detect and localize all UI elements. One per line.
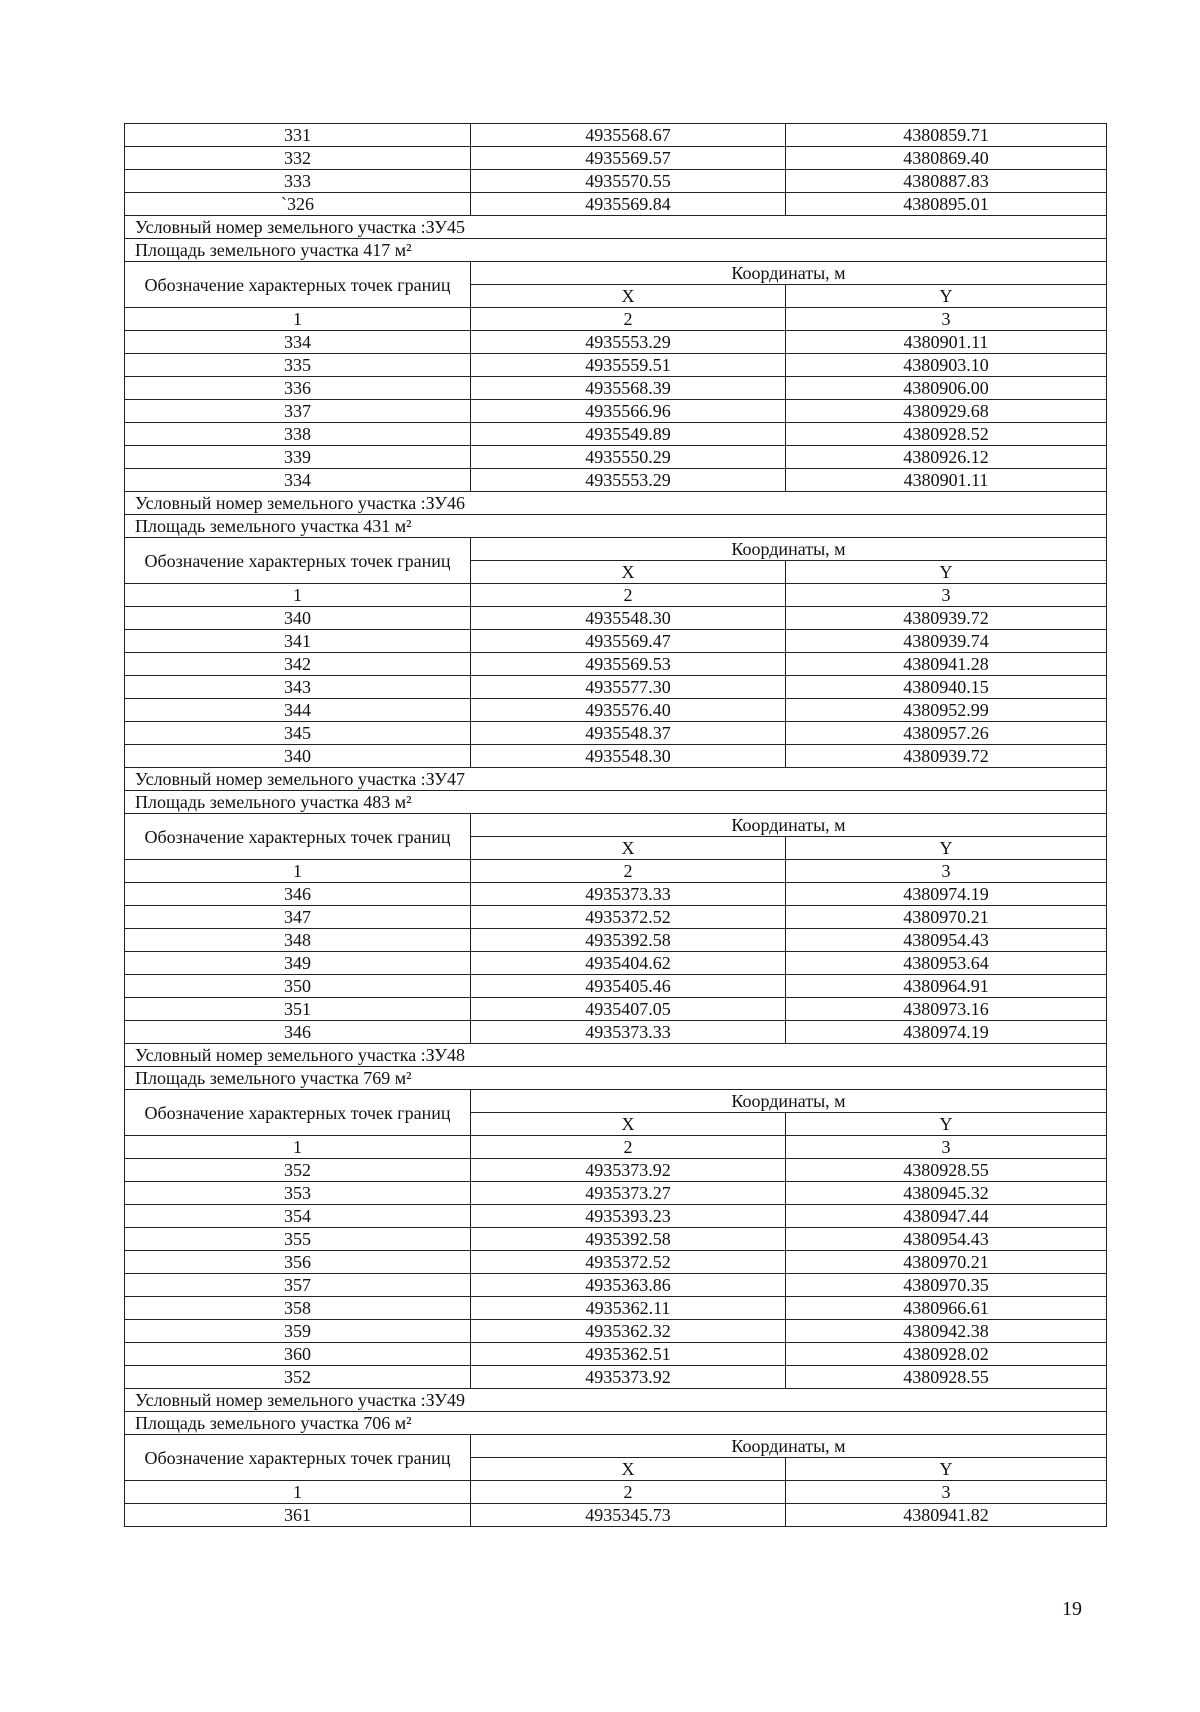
column-index-2: 2	[471, 1481, 786, 1504]
plot-area-row	[125, 515, 1107, 538]
point-designation-header: Обозначение характерных точек границ	[125, 1090, 471, 1136]
point-id-cell: 334	[125, 331, 471, 354]
y-coordinate-cell: 4380928.52	[786, 423, 1107, 446]
point-id-cell: 358	[125, 1297, 471, 1320]
y-coordinate-cell: 4380970.35	[786, 1274, 1107, 1297]
point-id-cell: 352	[125, 1366, 471, 1389]
plot-area-row	[125, 239, 1107, 262]
x-coordinate-cell: 4935548.37	[471, 722, 786, 745]
y-coordinate-cell: 4380974.19	[786, 883, 1107, 906]
point-id-cell: 336	[125, 377, 471, 400]
table-row	[125, 1251, 1107, 1274]
x-coordinate-cell: 4935553.29	[471, 469, 786, 492]
plot-area-label: Площадь земельного участка 483 м²	[125, 791, 1107, 814]
x-coordinate-cell: 4935372.52	[471, 1251, 786, 1274]
x-coordinate-cell: 4935362.51	[471, 1343, 786, 1366]
x-coordinate-cell: 4935570.55	[471, 170, 786, 193]
point-id-cell: 332	[125, 147, 471, 170]
x-coordinate-cell: 4935373.92	[471, 1159, 786, 1182]
x-coordinate-cell: 4935362.11	[471, 1297, 786, 1320]
table-row	[125, 929, 1107, 952]
index-row	[125, 1136, 1107, 1159]
table-row	[125, 906, 1107, 929]
y-coordinate-cell: 4380939.72	[786, 745, 1107, 768]
column-index-2: 2	[471, 860, 786, 883]
x-coordinate-cell: 4935559.51	[471, 354, 786, 377]
plot-area-row	[125, 791, 1107, 814]
x-coordinate-cell: 4935405.46	[471, 975, 786, 998]
column-index-3: 3	[786, 1136, 1107, 1159]
x-coordinate-cell: 4935569.84	[471, 193, 786, 216]
y-coordinate-cell: 4380942.38	[786, 1320, 1107, 1343]
column-index-2: 2	[471, 1136, 786, 1159]
table-row	[125, 699, 1107, 722]
plot-area-label: Площадь земельного участка 769 м²	[125, 1067, 1107, 1090]
y-coordinate-cell: 4380901.11	[786, 331, 1107, 354]
point-id-cell: 340	[125, 607, 471, 630]
table-row	[125, 1297, 1107, 1320]
x-header: X	[471, 285, 786, 308]
y-coordinate-cell: 4380903.10	[786, 354, 1107, 377]
x-coordinate-cell: 4935392.58	[471, 1228, 786, 1251]
x-header: X	[471, 1458, 786, 1481]
x-coordinate-cell: 4935549.89	[471, 423, 786, 446]
table-row	[125, 1228, 1107, 1251]
point-id-cell: 360	[125, 1343, 471, 1366]
table-row	[125, 630, 1107, 653]
table-row	[125, 354, 1107, 377]
table-row	[125, 676, 1107, 699]
x-coordinate-cell: 4935550.29	[471, 446, 786, 469]
table-row	[125, 124, 1107, 147]
table-row	[125, 1320, 1107, 1343]
plot-number-label: Условный номер земельного участка :ЗУ49	[125, 1389, 1107, 1412]
y-coordinate-cell: 4380940.15	[786, 676, 1107, 699]
y-coordinate-cell: 4380906.00	[786, 377, 1107, 400]
column-index-3: 3	[786, 584, 1107, 607]
x-coordinate-cell: 4935404.62	[471, 952, 786, 975]
plot-number-row	[125, 768, 1107, 791]
point-id-cell: 349	[125, 952, 471, 975]
y-coordinate-cell: 4380954.43	[786, 1228, 1107, 1251]
x-header: X	[471, 561, 786, 584]
table-row	[125, 883, 1107, 906]
x-coordinate-cell: 4935566.96	[471, 400, 786, 423]
table-row	[125, 653, 1107, 676]
table-row	[125, 1274, 1107, 1297]
y-coordinate-cell: 4380945.32	[786, 1182, 1107, 1205]
column-index-1: 1	[125, 584, 471, 607]
x-coordinate-cell: 4935568.39	[471, 377, 786, 400]
table-row	[125, 1182, 1107, 1205]
point-id-cell: 333	[125, 170, 471, 193]
coordinates-header: Координаты, м	[471, 1435, 1107, 1458]
y-coordinate-cell: 4380952.99	[786, 699, 1107, 722]
coordinates-header: Координаты, м	[471, 1090, 1107, 1113]
y-coordinate-cell: 4380953.64	[786, 952, 1107, 975]
x-coordinate-cell: 4935373.33	[471, 1021, 786, 1044]
x-coordinate-cell: 4935373.27	[471, 1182, 786, 1205]
point-id-cell: 341	[125, 630, 471, 653]
coordinates-header: Координаты, м	[471, 814, 1107, 837]
column-index-1: 1	[125, 860, 471, 883]
y-coordinate-cell: 4380973.16	[786, 998, 1107, 1021]
point-id-cell: 338	[125, 423, 471, 446]
x-coordinate-cell: 4935393.23	[471, 1205, 786, 1228]
point-id-cell: 346	[125, 1021, 471, 1044]
point-id-cell: 353	[125, 1182, 471, 1205]
y-coordinate-cell: 4380970.21	[786, 1251, 1107, 1274]
table-row	[125, 469, 1107, 492]
x-coordinate-cell: 4935363.86	[471, 1274, 786, 1297]
header-row	[125, 262, 1107, 285]
point-id-cell: `326	[125, 193, 471, 216]
point-id-cell: 361	[125, 1504, 471, 1527]
column-index-1: 1	[125, 308, 471, 331]
point-designation-header: Обозначение характерных точек границ	[125, 538, 471, 584]
table-row	[125, 423, 1107, 446]
point-id-cell: 339	[125, 446, 471, 469]
point-id-cell: 340	[125, 745, 471, 768]
y-coordinate-cell: 4380947.44	[786, 1205, 1107, 1228]
table-row	[125, 193, 1107, 216]
plot-number-label: Условный номер земельного участка :ЗУ46	[125, 492, 1107, 515]
x-coordinate-cell: 4935569.47	[471, 630, 786, 653]
y-coordinate-cell: 4380970.21	[786, 906, 1107, 929]
plot-number-label: Условный номер земельного участка :ЗУ48	[125, 1044, 1107, 1067]
y-header: Y	[786, 1113, 1107, 1136]
index-row	[125, 584, 1107, 607]
x-coordinate-cell: 4935569.57	[471, 147, 786, 170]
y-header: Y	[786, 561, 1107, 584]
table-row	[125, 170, 1107, 193]
table-row	[125, 1343, 1107, 1366]
table-row	[125, 722, 1107, 745]
column-index-3: 3	[786, 308, 1107, 331]
y-coordinate-cell: 4380929.68	[786, 400, 1107, 423]
table-row	[125, 1021, 1107, 1044]
point-id-cell: 346	[125, 883, 471, 906]
x-coordinate-cell: 4935392.58	[471, 929, 786, 952]
y-coordinate-cell: 4380901.11	[786, 469, 1107, 492]
plot-number-row	[125, 1044, 1107, 1067]
table-row	[125, 998, 1107, 1021]
point-id-cell: 335	[125, 354, 471, 377]
x-coordinate-cell: 4935372.52	[471, 906, 786, 929]
plot-area-row	[125, 1067, 1107, 1090]
index-row	[125, 860, 1107, 883]
x-coordinate-cell: 4935362.32	[471, 1320, 786, 1343]
column-index-1: 1	[125, 1481, 471, 1504]
header-row	[125, 538, 1107, 561]
x-coordinate-cell: 4935576.40	[471, 699, 786, 722]
x-coordinate-cell: 4935568.67	[471, 124, 786, 147]
y-coordinate-cell: 4380974.19	[786, 1021, 1107, 1044]
point-id-cell: 356	[125, 1251, 471, 1274]
table-row	[125, 952, 1107, 975]
plot-number-label: Условный номер земельного участка :ЗУ47	[125, 768, 1107, 791]
y-coordinate-cell: 4380869.40	[786, 147, 1107, 170]
plot-area-label: Площадь земельного участка 706 м²	[125, 1412, 1107, 1435]
y-coordinate-cell: 4380928.02	[786, 1343, 1107, 1366]
column-index-2: 2	[471, 308, 786, 331]
header-row	[125, 1090, 1107, 1113]
point-designation-header: Обозначение характерных точек границ	[125, 1435, 471, 1481]
y-coordinate-cell: 4380957.26	[786, 722, 1107, 745]
plot-number-row	[125, 216, 1107, 239]
plot-area-label: Площадь земельного участка 417 м²	[125, 239, 1107, 262]
point-id-cell: 344	[125, 699, 471, 722]
table-row	[125, 745, 1107, 768]
table-row	[125, 1205, 1107, 1228]
point-id-cell: 348	[125, 929, 471, 952]
x-coordinate-cell: 4935373.92	[471, 1366, 786, 1389]
x-coordinate-cell: 4935569.53	[471, 653, 786, 676]
point-designation-header: Обозначение характерных точек границ	[125, 814, 471, 860]
table-row	[125, 1504, 1107, 1527]
y-coordinate-cell: 4380928.55	[786, 1366, 1107, 1389]
point-designation-header: Обозначение характерных точек границ	[125, 262, 471, 308]
y-header: Y	[786, 1458, 1107, 1481]
index-row	[125, 1481, 1107, 1504]
point-id-cell: 343	[125, 676, 471, 699]
x-coordinate-cell: 4935553.29	[471, 331, 786, 354]
point-id-cell: 354	[125, 1205, 471, 1228]
table-row	[125, 975, 1107, 998]
table-row	[125, 331, 1107, 354]
header-row	[125, 814, 1107, 837]
point-id-cell: 355	[125, 1228, 471, 1251]
y-coordinate-cell: 4380966.61	[786, 1297, 1107, 1320]
header-row	[125, 1435, 1107, 1458]
plot-area-row	[125, 1412, 1107, 1435]
y-coordinate-cell: 4380895.01	[786, 193, 1107, 216]
y-coordinate-cell: 4380964.91	[786, 975, 1107, 998]
x-coordinate-cell: 4935407.05	[471, 998, 786, 1021]
table-row	[125, 400, 1107, 423]
point-id-cell: 342	[125, 653, 471, 676]
point-id-cell: 347	[125, 906, 471, 929]
x-coordinate-cell: 4935548.30	[471, 607, 786, 630]
index-row	[125, 308, 1107, 331]
x-coordinate-cell: 4935373.33	[471, 883, 786, 906]
point-id-cell: 350	[125, 975, 471, 998]
table-row	[125, 1366, 1107, 1389]
table-row	[125, 147, 1107, 170]
x-header: X	[471, 1113, 786, 1136]
point-id-cell: 352	[125, 1159, 471, 1182]
point-id-cell: 359	[125, 1320, 471, 1343]
plot-number-row	[125, 492, 1107, 515]
table-row	[125, 377, 1107, 400]
table-row	[125, 1159, 1107, 1182]
point-id-cell: 351	[125, 998, 471, 1021]
y-coordinate-cell: 4380926.12	[786, 446, 1107, 469]
x-coordinate-cell: 4935577.30	[471, 676, 786, 699]
x-header: X	[471, 837, 786, 860]
column-index-3: 3	[786, 860, 1107, 883]
point-id-cell: 345	[125, 722, 471, 745]
coordinates-header: Координаты, м	[471, 262, 1107, 285]
y-coordinate-cell: 4380928.55	[786, 1159, 1107, 1182]
table-row	[125, 446, 1107, 469]
plot-number-row	[125, 1389, 1107, 1412]
x-coordinate-cell: 4935345.73	[471, 1504, 786, 1527]
coordinates-header: Координаты, м	[471, 538, 1107, 561]
point-id-cell: 331	[125, 124, 471, 147]
y-coordinate-cell: 4380939.74	[786, 630, 1107, 653]
y-coordinate-cell: 4380939.72	[786, 607, 1107, 630]
y-coordinate-cell: 4380941.82	[786, 1504, 1107, 1527]
column-index-2: 2	[471, 584, 786, 607]
point-id-cell: 357	[125, 1274, 471, 1297]
y-coordinate-cell: 4380859.71	[786, 124, 1107, 147]
column-index-1: 1	[125, 1136, 471, 1159]
y-header: Y	[786, 837, 1107, 860]
y-header: Y	[786, 285, 1107, 308]
page-number: 19	[1062, 1598, 1082, 1620]
point-id-cell: 337	[125, 400, 471, 423]
table-row	[125, 607, 1107, 630]
plot-number-label: Условный номер земельного участка :ЗУ45	[125, 216, 1107, 239]
plot-area-label: Площадь земельного участка 431 м²	[125, 515, 1107, 538]
y-coordinate-cell: 4380941.28	[786, 653, 1107, 676]
point-id-cell: 334	[125, 469, 471, 492]
y-coordinate-cell: 4380887.83	[786, 170, 1107, 193]
y-coordinate-cell: 4380954.43	[786, 929, 1107, 952]
column-index-3: 3	[786, 1481, 1107, 1504]
coordinates-table	[124, 123, 1107, 1527]
x-coordinate-cell: 4935548.30	[471, 745, 786, 768]
